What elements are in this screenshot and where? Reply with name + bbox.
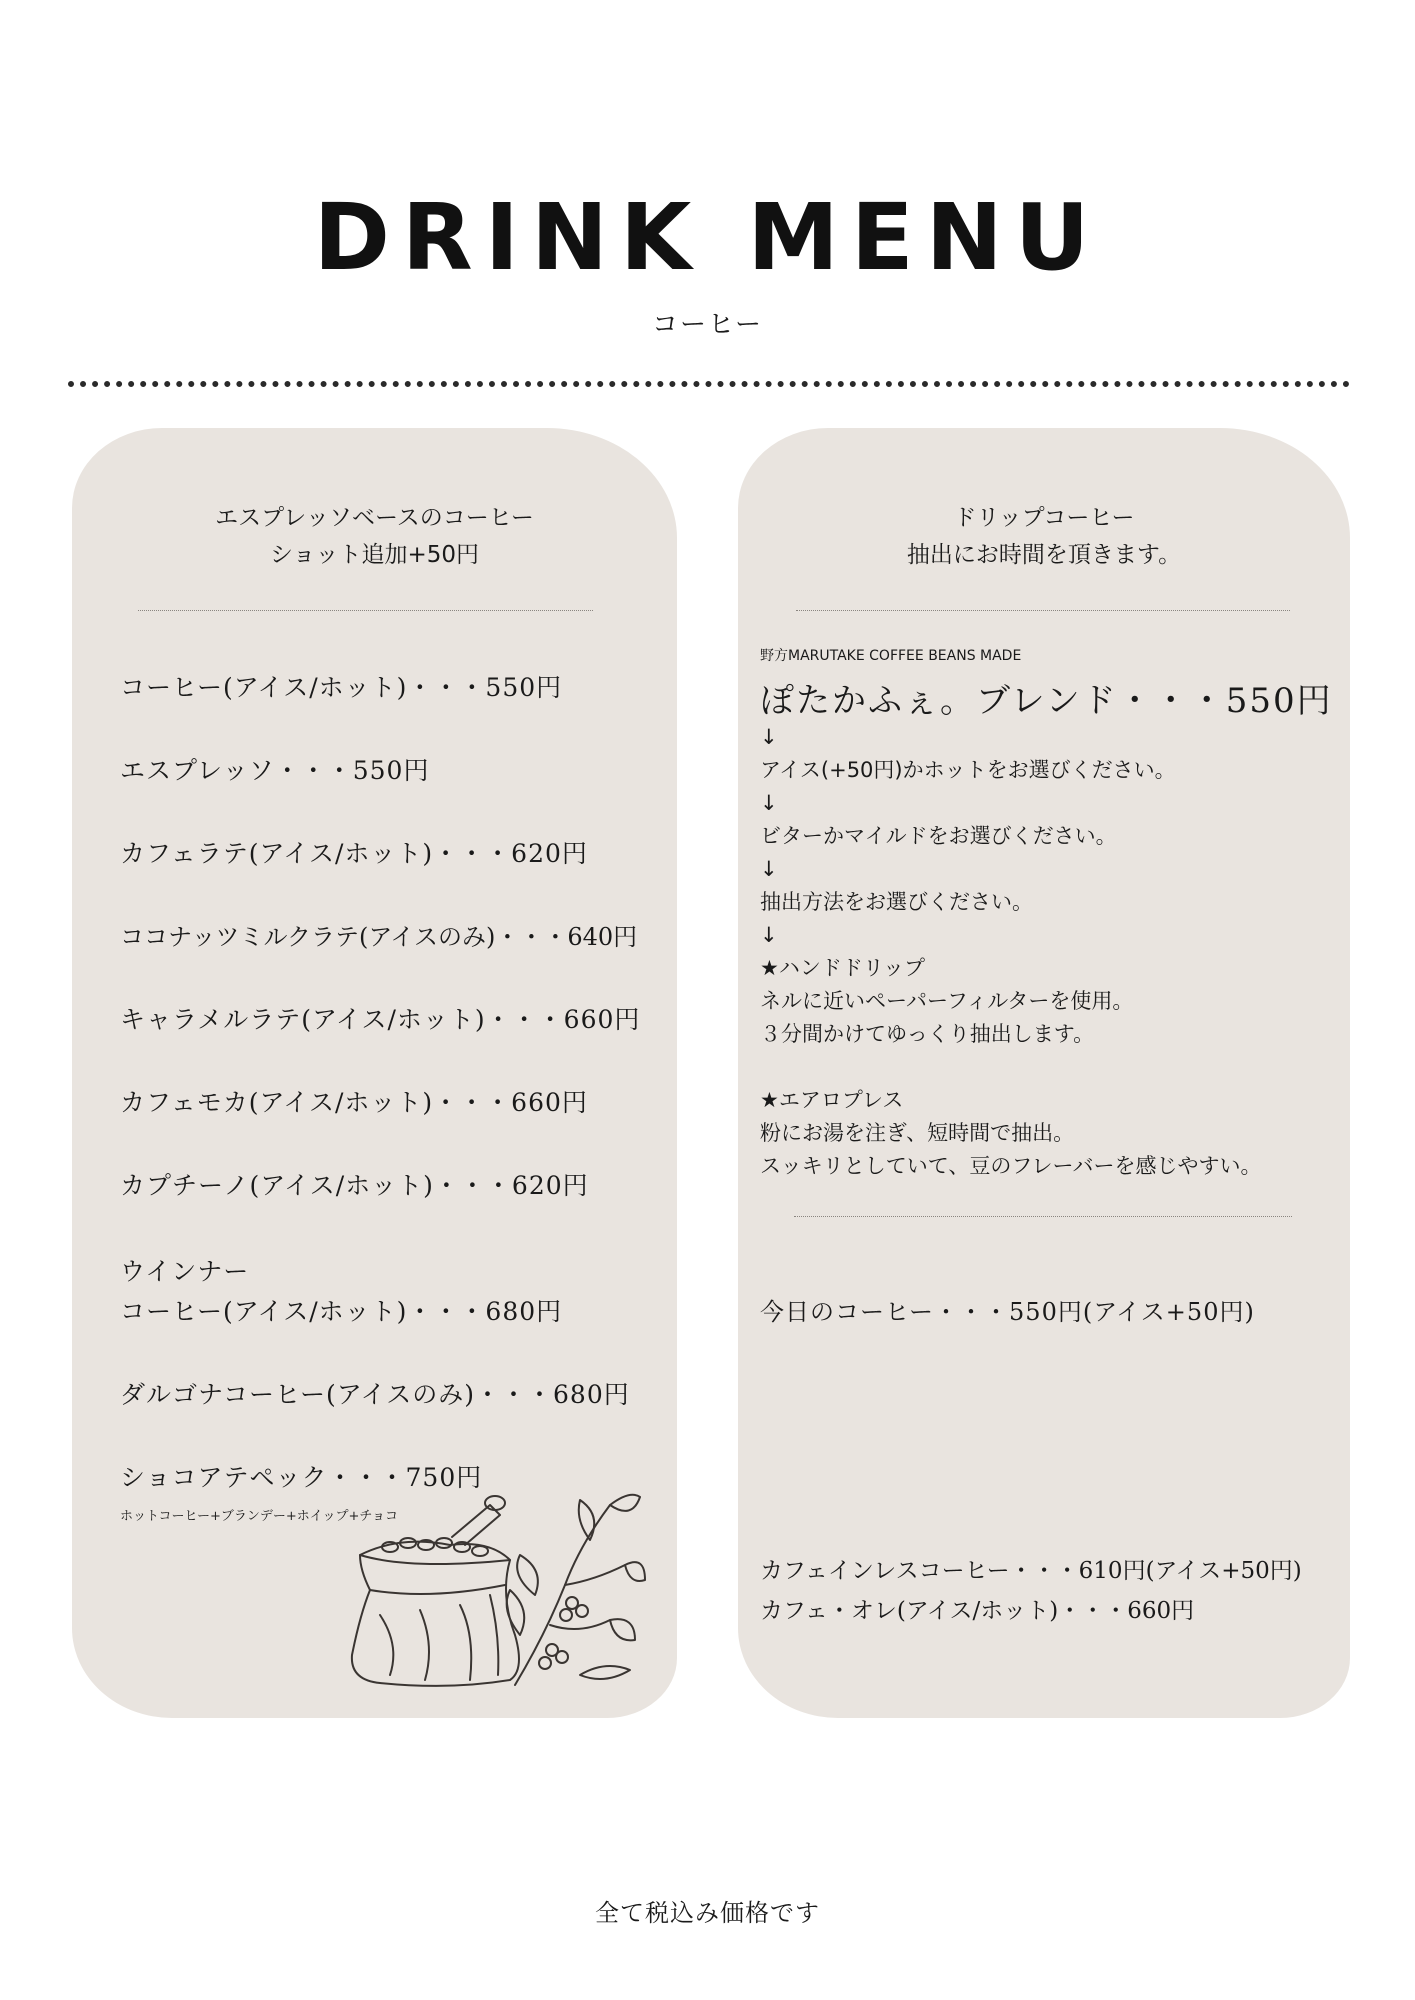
tax-note: 全て税込み価格です — [595, 1899, 820, 1927]
step-line: ↓ — [760, 923, 778, 947]
menu-item-vienna-line1: ウインナー — [120, 1257, 250, 1286]
drip-heading-line1: ドリップコーヒー — [953, 505, 1135, 531]
blend-item: ぽたかふぇ。ブレンド・・・550円 — [760, 681, 1333, 721]
drip-heading-line2: 抽出にお時間を頂きます。 — [906, 542, 1182, 568]
step-line: アイス(+50円)かホットをお選びください。 — [760, 758, 1176, 782]
drip-panel-heading — [738, 500, 1350, 574]
step-line: ネルに近いペーパーフィルターを使用。 — [760, 989, 1134, 1013]
drip-steps — [760, 721, 1261, 1183]
step-line — [760, 1051, 1261, 1084]
decaf-coffee: カフェインレスコーヒー・・・610円(アイス+50円) — [760, 1558, 1302, 1584]
step-line: ★エアロプレス — [760, 1088, 904, 1112]
dotted-divider — [68, 381, 1350, 387]
step-line: ３分間かけてゆっくり抽出します。 — [760, 1022, 1095, 1046]
step-line: ↓ — [760, 725, 778, 749]
drip-heading-rule — [796, 610, 1290, 611]
page-subtitle: コーヒー — [652, 310, 763, 340]
step-line: スッキリとしていて、豆のフレーバーを感じやすい。 — [760, 1154, 1262, 1178]
menu-item-dalgona: ダルゴナコーヒー(アイスのみ)・・・680円 — [120, 1380, 630, 1409]
step-line: 抽出方法をお選びください。 — [760, 890, 1033, 914]
today-coffee: 今日のコーヒー・・・550円(アイス+50円) — [760, 1298, 1255, 1326]
menu-item: コーヒー(アイス/ホット)・・・550円 — [120, 673, 563, 702]
menu-item: カフェモカ(アイス/ホット)・・・660円 — [120, 1088, 588, 1117]
step-line: ↓ — [760, 791, 778, 815]
drip-steps-rule — [794, 1216, 1292, 1217]
step-line: ★ハンドドリップ — [760, 956, 925, 980]
bean-brand: 野方MARUTAKE COFFEE BEANS MADE — [760, 648, 1022, 664]
page-title: DRINK MENU — [313, 184, 1102, 291]
menu-item: エスプレッソ・・・550円 — [120, 756, 430, 785]
cafe-au-lait: カフェ・オレ(アイス/ホット)・・・660円 — [760, 1598, 1195, 1624]
espresso-heading-line2: ショット追加+50円 — [269, 542, 480, 568]
espresso-panel-heading — [72, 500, 677, 574]
chocoa-note: ホットコーヒー+ブランデー+ホイップ+チョコ — [120, 1509, 398, 1524]
espresso-heading-line1: エスプレッソベースのコーヒー — [215, 505, 534, 531]
menu-item: カフェラテ(アイス/ホット)・・・620円 — [120, 839, 588, 868]
drip-panel — [738, 428, 1350, 1718]
menu-item: ココナッツミルクラテ(アイスのみ)・・・640円 — [120, 923, 638, 951]
menu-item-vienna-line2: コーヒー(アイス/ホット)・・・680円 — [120, 1297, 563, 1326]
step-line: ↓ — [760, 857, 778, 881]
coffee-sack-and-branch-icon — [340, 1485, 650, 1695]
espresso-heading-rule — [138, 610, 593, 611]
menu-item: カプチーノ(アイス/ホット)・・・620円 — [120, 1171, 589, 1200]
step-line: ビターかマイルドをお選びください。 — [760, 824, 1117, 848]
menu-item: キャラメルラテ(アイス/ホット)・・・660円 — [120, 1005, 641, 1034]
menu-item-chocoa: ショコアテペック・・・750円 — [120, 1463, 483, 1492]
step-line: 粉にお湯を注ぎ、短時間で抽出。 — [760, 1121, 1075, 1145]
